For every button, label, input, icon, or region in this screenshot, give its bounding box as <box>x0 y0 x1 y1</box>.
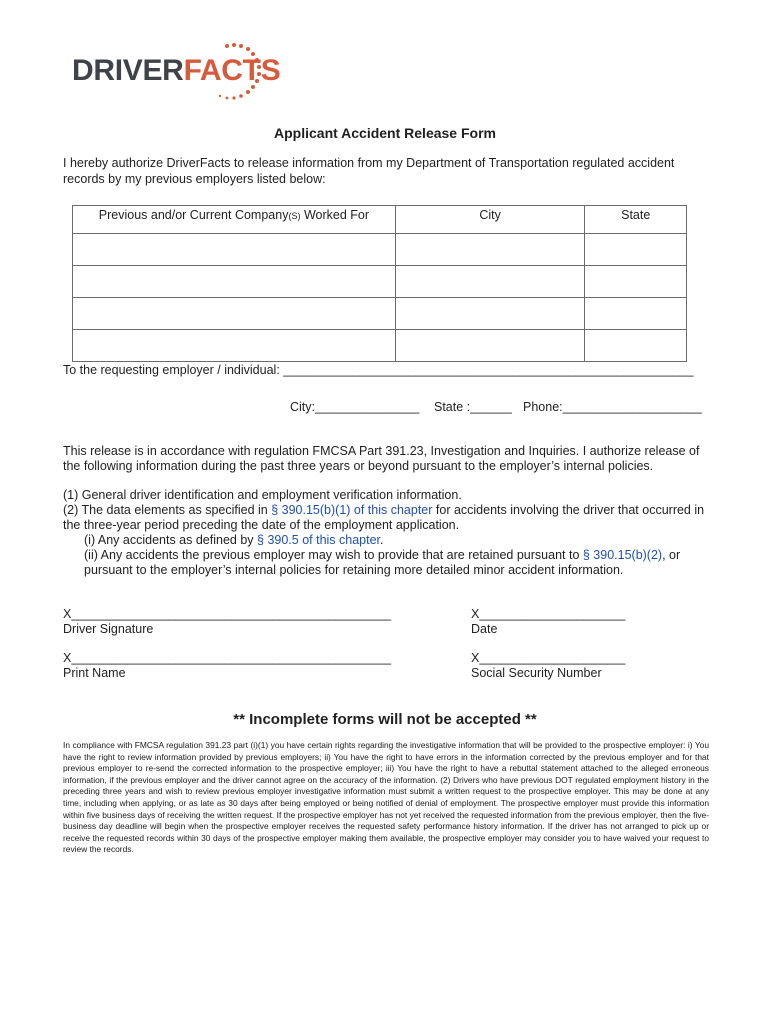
requesting-employer-field[interactable] <box>63 363 693 377</box>
ssn-label: Social Security Number <box>471 666 602 680</box>
print-name-line[interactable]: X______________________________________________ <box>63 651 392 665</box>
driverfacts-logo <box>72 40 281 104</box>
date-block <box>471 607 625 637</box>
driver-signature-block <box>63 607 391 637</box>
form-title: Applicant Accident Release Form <box>274 125 496 141</box>
state-field[interactable]: State :______ <box>434 400 512 414</box>
state-cell[interactable] <box>585 266 687 298</box>
item-1: (1) General driver identification and employment verification information. <box>63 488 462 502</box>
item-2-text-post: for accidents involving the driver that occurred in the three-year period preceding the date of the employment application. <box>63 503 705 532</box>
incomplete-forms-warning: ** Incomplete forms will not be accepted ** <box>233 711 537 728</box>
company-header-small: (S) <box>288 211 301 221</box>
driver-signature-label: Driver Signature <box>63 622 154 636</box>
state-cell[interactable] <box>585 330 687 362</box>
column-header-city: City <box>395 206 585 234</box>
logo-wordmark <box>72 54 280 88</box>
company-header-tail: Worked For <box>300 208 370 222</box>
release-statement: This release is in accordance with regulation FMCSA Part 391.23, Investigation and Inquiries. I authorize release of the following information during the past three years or beyond pursuant to the employer’s internal policies. <box>63 444 700 473</box>
table-row <box>73 266 687 298</box>
table-row <box>73 298 687 330</box>
requesting-employer-label: To the requesting employer / individual: <box>63 363 280 377</box>
ssn-line[interactable]: X_____________________ <box>471 651 626 665</box>
column-header-state: State <box>585 206 687 234</box>
item-2-ii-text: (ii) Any accidents the previous employer may wish to provide that are retained pursuant to <box>84 548 583 562</box>
print-name-block <box>63 651 391 681</box>
item-2-text: (2) The data elements as specified in <box>63 503 272 517</box>
table-row <box>73 234 687 266</box>
release-items <box>63 488 713 578</box>
city-cell[interactable] <box>395 266 585 298</box>
link-390-5[interactable]: § 390.5 of this chapter <box>257 533 381 547</box>
item-2-ii <box>63 548 713 578</box>
ssn-block <box>471 651 625 681</box>
state-cell[interactable] <box>585 234 687 266</box>
logo-text-driver: DRIVER <box>72 54 184 87</box>
company-cell[interactable] <box>73 266 396 298</box>
item-2-ii-text-post: , or pursuant to the employer’s internal policies for retaining more detailed minor accident information. <box>84 548 681 577</box>
city-cell[interactable] <box>395 330 585 362</box>
company-header-main: Previous and/or Current Company <box>98 208 289 222</box>
item-2-i-text-post: . <box>380 533 384 547</box>
date-line[interactable]: X_____________________ <box>471 607 626 621</box>
date-label: Date <box>471 622 498 636</box>
item-2-i-text: (i) Any accidents as defined by <box>84 533 258 547</box>
state-cell[interactable] <box>585 298 687 330</box>
driver-signature-line[interactable]: X______________________________________________ <box>63 607 392 621</box>
print-name-label: Print Name <box>63 666 126 680</box>
company-cell[interactable] <box>73 298 396 330</box>
item-2-i <box>63 533 713 548</box>
company-cell[interactable] <box>73 234 396 266</box>
city-field[interactable]: City:_______________ <box>290 400 420 414</box>
driver-rights-notice: In compliance with FMCSA regulation 391.23 part (i)(1) you have certain rights regarding the investigative information that will be provided to the prospective employer: i) You have the right to review information provided by previous employers; ii) You have the right to have errors in the information corrected by the previous employer and for that previous employer to re-send the corrected information to the prospective employer; iii) You have the right to have a rebuttal statement attached to the alleged erroneous information, if the previous employer and the driver cannot agree on the accuracy of the information. (2) Drivers who have previous DOT regulated employment history in the preceding three years and wish to review previous employer investigative information must submit a written request to the prospective employer. This may be done at any time, including when applying, or as late as 30 days after being employed or being notified of denial of employment. The prospective employer must provide this information within five business days of receiving the written request. If the prospective employer has not yet received the requested information from the previous employer, then the five-business day deadline will begin when the prospective employer receives the requested safety performance history information. If the driver has not arranged to pick up or receive the requested records within 30 days of the prospective employer making them available, the prospective employer may consider you to have waived your request to review the records. <box>63 740 709 855</box>
phone-field[interactable]: Phone:____________________ <box>523 400 702 414</box>
link-390-15-b2[interactable]: § 390.15(b)(2) <box>582 548 663 562</box>
employer-table <box>72 205 687 362</box>
city-cell[interactable] <box>395 234 585 266</box>
link-390-15-b1[interactable]: § 390.15(b)(1) of this chapter <box>271 503 433 517</box>
company-cell[interactable] <box>73 330 396 362</box>
requesting-employer-line[interactable]: ___________________________________________________________ <box>283 363 694 377</box>
column-header-company <box>73 206 396 234</box>
table-header-row <box>73 206 687 234</box>
city-cell[interactable] <box>395 298 585 330</box>
intro-text: I hereby authorize DriverFacts to release information from my Department of Transportation regulated accident records by my previous employers listed below: <box>63 156 675 186</box>
table-row <box>73 330 687 362</box>
item-2 <box>63 503 713 533</box>
logo-text-facts: FACTS <box>183 54 281 87</box>
